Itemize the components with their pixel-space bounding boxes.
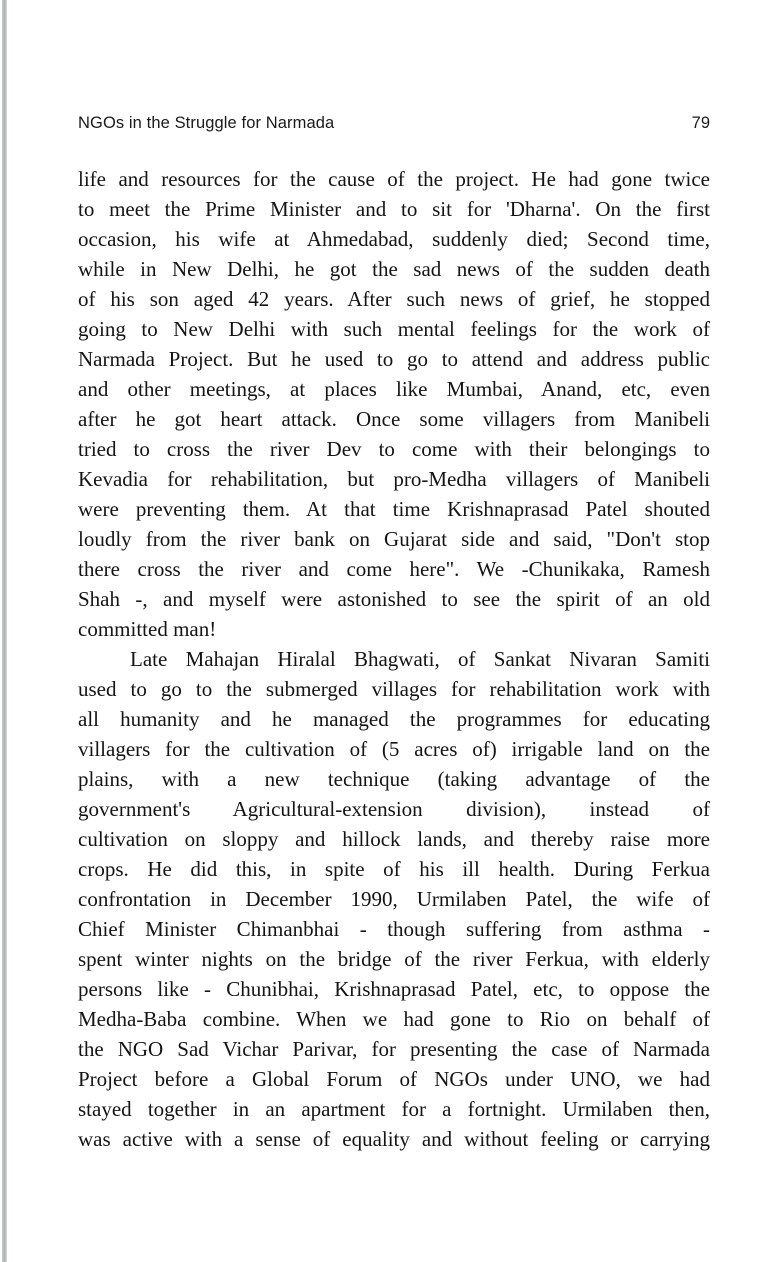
- text-line: Chief Minister Chimanbhai - though suffering from asthma -: [78, 917, 710, 941]
- page-edge-shadow: [2, 0, 7, 1262]
- text-line: tried to cross the river Dev to come with their belongings to: [78, 437, 710, 461]
- text-line: Project before a Global Forum of NGOs under UNO, we had: [78, 1067, 710, 1091]
- text-line: of his son aged 42 years. After such news of grief, he stopped: [78, 287, 710, 311]
- text-line: spent winter nights on the bridge of the river Ferkua, with elderly: [78, 947, 710, 971]
- text-line: was active with a sense of equality and without feeling or carrying: [78, 1127, 710, 1151]
- paragraph-1: [78, 164, 710, 644]
- text-line: to meet the Prime Minister and to sit for 'Dharna'. On the first: [78, 197, 710, 221]
- text-line: were preventing them. At that time Krishnaprasad Patel shouted: [78, 497, 710, 521]
- text-line: Shah -, and myself were astonished to see the spirit of an old: [78, 587, 710, 611]
- text-line: there cross the river and come here". We -Chunikaka, Ramesh: [78, 557, 710, 581]
- paragraph-2: [78, 644, 710, 1154]
- text-line: villagers for the cultivation of (5 acres of) irrigable land on the: [78, 737, 710, 761]
- text-line: cultivation on sloppy and hillock lands, and thereby raise more: [78, 827, 710, 851]
- text-line: persons like - Chunibhai, Krishnaprasad Patel, etc, to oppose the: [78, 977, 710, 1001]
- text-line: confrontation in December 1990, Urmilaben Patel, the wife of: [78, 887, 710, 911]
- text-line: stayed together in an apartment for a fortnight. Urmilaben then,: [78, 1097, 710, 1121]
- page-number: 79: [691, 114, 710, 132]
- text-line: occasion, his wife at Ahmedabad, suddenly died; Second time,: [78, 227, 710, 251]
- text-line: and other meetings, at places like Mumbai, Anand, etc, even: [78, 377, 710, 401]
- text-line: crops. He did this, in spite of his ill health. During Ferkua: [78, 857, 710, 881]
- text-line: used to go to the submerged villages for rehabilitation work with: [78, 677, 710, 701]
- text-line: loudly from the river bank on Gujarat side and said, "Don't stop: [78, 527, 710, 551]
- running-title: NGOs in the Struggle for Narmada: [78, 114, 335, 132]
- text-line: while in New Delhi, he got the sad news of the sudden death: [78, 257, 710, 281]
- text-line: government's Agricultural-extension division), instead of: [78, 797, 710, 821]
- text-line: Narmada Project. But he used to go to attend and address public: [78, 347, 710, 371]
- text-line: plains, with a new technique (taking advantage of the: [78, 767, 710, 791]
- text-line: Medha-Baba combine. When we had gone to Rio on behalf of: [78, 1007, 710, 1031]
- text-line: committed man!: [78, 617, 217, 641]
- text-line: Kevadia for rehabilitation, but pro-Medha villagers of Manibeli: [78, 467, 710, 491]
- text-line: going to New Delhi with such mental feelings for the work of: [78, 317, 710, 341]
- text-line: all humanity and he managed the programmes for educating: [78, 707, 710, 731]
- text-line: after he got heart attack. Once some villagers from Manibeli: [78, 407, 710, 431]
- body-text: [78, 164, 710, 1154]
- running-header: [78, 114, 710, 138]
- text-line: Late Mahajan Hiralal Bhagwati, of Sankat Nivaran Samiti: [130, 647, 710, 671]
- text-line: life and resources for the cause of the project. He had gone twice: [78, 167, 710, 191]
- text-line: the NGO Sad Vichar Parivar, for presenting the case of Narmada: [78, 1037, 710, 1061]
